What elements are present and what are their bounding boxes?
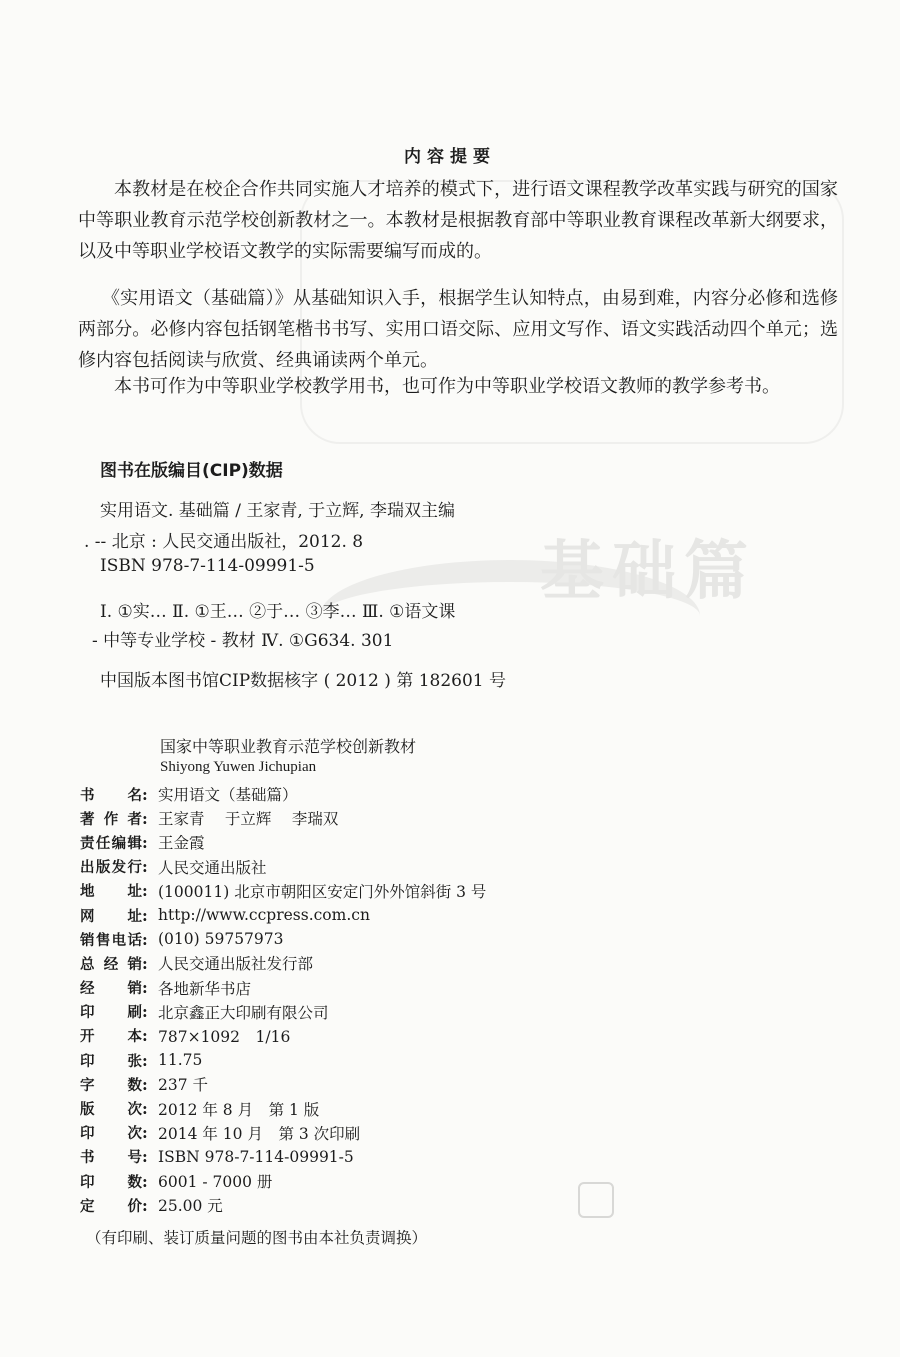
title-pinyin: Shiyong Yuwen Jichupian	[160, 759, 317, 775]
summary-title: 内容提要	[404, 147, 496, 167]
info-value: 787×1092 1/16	[158, 1027, 291, 1046]
info-value: 25.00 元	[158, 1197, 223, 1216]
info-label: 著作者	[80, 811, 142, 828]
cip-title: 图书在版编目(CIP)数据	[100, 461, 283, 481]
cip-line: - 中等专业学校 - 教材 Ⅳ. ①G634. 301	[92, 631, 394, 651]
info-value: 人民交通出版社发行部	[158, 955, 314, 974]
info-row-edition: 版次 : 2012 年 8 月 第 1 版	[80, 1099, 320, 1119]
cip-line: . -- 北京 : 人民交通出版社，2012. 8	[84, 532, 364, 552]
summary-paragraph: 《实用语文（基础篇）》从基础知识入手，根据学生认知特点，由易到难，内容分必修和选修两部分。必修内容包括钢笔楷书书写、实用口语交际、应用文写作、语文实践活动四个单元；选修内容包括阅读与欣赏、经典诵读两个单元。	[78, 288, 838, 371]
info-row-editor: 责任编辑 : 王金霞	[80, 832, 205, 853]
info-row-isbn: 书号 : ISBN 978-7-114-09991-5	[80, 1147, 354, 1167]
info-value: ISBN 978-7-114-09991-5	[158, 1147, 354, 1166]
info-row-distributor: 总经销 : 人民交通出版社发行部	[80, 953, 314, 974]
info-row-publisher: 出版发行 : 人民交通出版社	[80, 857, 267, 877]
info-label: 印数	[80, 1174, 142, 1191]
info-label: 印刷	[80, 1005, 142, 1022]
publication-info	[80, 782, 486, 1217]
summary-paragraph: 本书可作为中等职业学校教学用书，也可作为中等职业学校语文教师的教学参考书。	[114, 376, 780, 397]
info-label: 定价	[80, 1198, 142, 1215]
info-value: 2012 年 8 月 第 1 版	[158, 1100, 320, 1119]
info-row-authors: 著作者 : 王家青 于立辉 李瑞双	[80, 808, 339, 829]
info-row-phone: 销售电话 : (010) 59757973	[80, 929, 284, 949]
cip-line: Ⅰ. ①实… Ⅱ. ①王… ②于… ③李… Ⅲ. ①语文课	[100, 602, 456, 622]
info-value: 237 千	[158, 1076, 209, 1095]
info-row-price: 定价 : 25.00 元	[80, 1195, 223, 1216]
info-value: 人民交通出版社	[158, 858, 267, 877]
info-label: 版次	[80, 1102, 142, 1119]
info-value: 实用语文（基础篇）	[158, 786, 298, 805]
info-value: 11.75	[158, 1051, 203, 1070]
info-value: http://www.ccpress.com.cn	[158, 906, 370, 925]
info-label: 销售电话	[80, 932, 142, 949]
info-row-address: 地址 : (100011) 北京市朝阳区安定门外外馆斜街 3 号	[80, 881, 487, 901]
info-value: 2014 年 10 月 第 3 次印刷	[158, 1124, 361, 1143]
info-label: 字数	[80, 1077, 142, 1094]
info-value: 各地新华书店	[158, 979, 252, 998]
info-label: 经销	[80, 981, 142, 998]
info-row-printing: 印次 : 2014 年 10 月 第 3 次印刷	[80, 1123, 361, 1143]
info-label: 网址	[80, 908, 142, 925]
info-row-format: 开本 : 787×1092 1/16	[80, 1026, 291, 1046]
info-value: (100011) 北京市朝阳区安定门外外馆斜街 3 号	[158, 882, 487, 901]
info-value: 6001 - 7000 册	[158, 1173, 273, 1192]
cip-line: 中国版本图书馆CIP数据核字 ( 2012 ) 第 182601 号	[100, 671, 507, 691]
info-value: (010) 59757973	[158, 930, 284, 949]
info-value: 王家青 于立辉 李瑞双	[158, 810, 339, 829]
info-label: 印张	[80, 1053, 142, 1070]
quality-note: （有印刷、装订质量问题的图书由本社负责调换）	[86, 1229, 428, 1247]
info-row-printer: 印刷 : 北京鑫正大印刷有限公司	[80, 1002, 329, 1022]
cip-line: ISBN 978-7-114-09991-5	[100, 556, 315, 576]
info-row-wordcount: 字数 : 237 千	[80, 1074, 209, 1095]
info-row-title: 书名 : 实用语文（基础篇）	[80, 784, 298, 805]
info-label: 书名	[80, 787, 142, 804]
info-row-sheets: 印张 : 11.75	[80, 1050, 203, 1070]
info-value: 北京鑫正大印刷有限公司	[158, 1003, 329, 1022]
info-label: 责任编辑	[80, 835, 142, 852]
summary-paragraph: 本教材是在校企合作共同实施人才培养的模式下，进行语文课程教学改革实践与研究的国家中等职业教育示范学校创新教材之一。本教材是根据教育部中等职业教育课程改革新大纲要求，以及中等职业学校语文教学的实际需要编写而成的。	[78, 179, 838, 262]
info-label: 总经销	[80, 956, 142, 973]
info-label: 书号	[80, 1150, 142, 1167]
info-row-website: 网址 : http://www.ccpress.com.cn	[80, 905, 370, 925]
bleed-through-text: 基础篇	[540, 535, 756, 609]
info-label: 开本	[80, 1029, 142, 1046]
cip-line: 实用语文. 基础篇 / 王家青, 于立辉, 李瑞双主编	[100, 501, 455, 521]
info-label: 印次	[80, 1126, 142, 1143]
info-label: 出版发行	[80, 860, 142, 877]
info-row-printrun: 印数 : 6001 - 7000 册	[80, 1171, 273, 1192]
series-title: 国家中等职业教育示范学校创新教材	[160, 737, 417, 756]
publisher-logo-bleed	[578, 1182, 614, 1218]
info-row-seller: 经销 : 各地新华书店	[80, 978, 252, 998]
info-value: 王金霞	[158, 834, 205, 853]
info-label: 地址	[80, 884, 142, 901]
